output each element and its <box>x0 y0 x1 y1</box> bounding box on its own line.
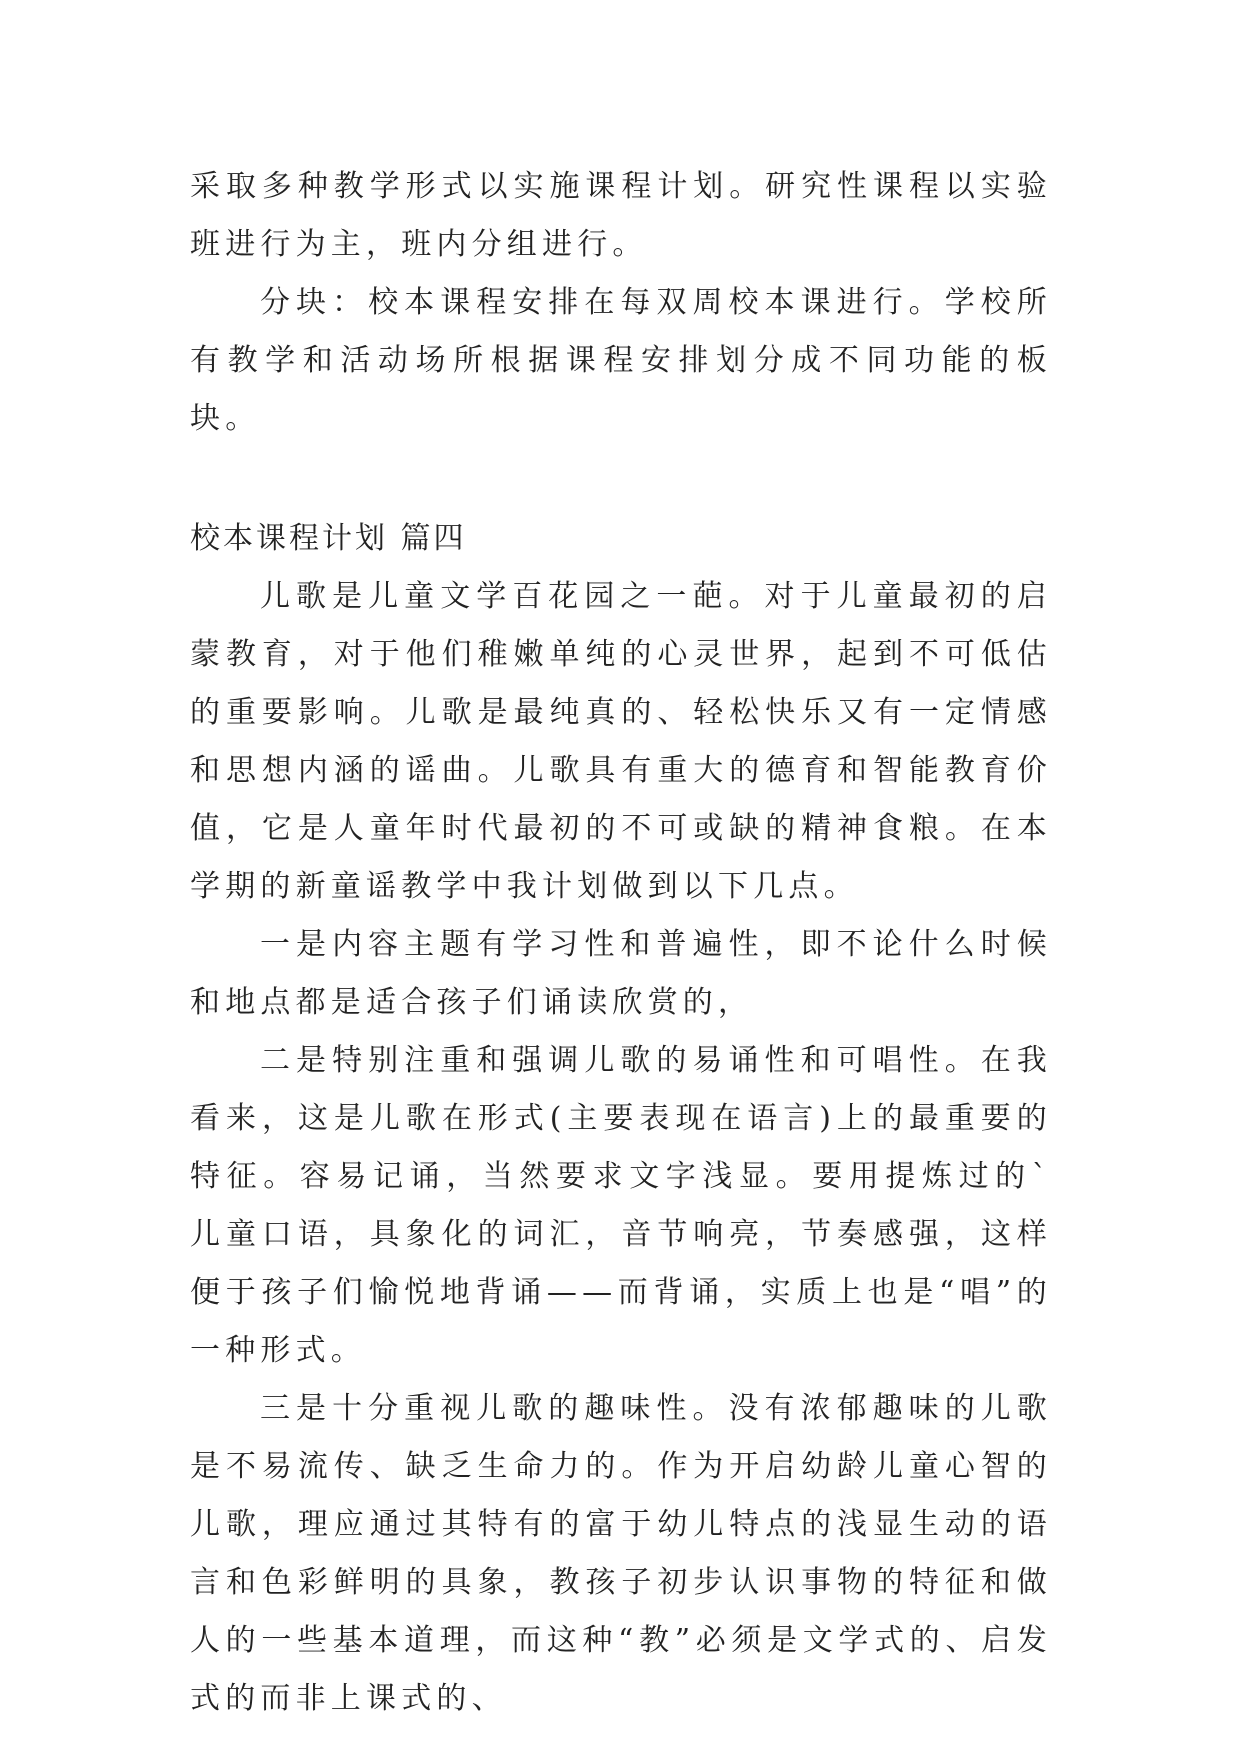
paragraph-intro: 儿歌是儿童文学百花园之一葩。对于儿童最初的启蒙教育，对于他们稚嫩单纯的心灵世界，起到不可低估的重要影响。儿歌是最纯真的、轻松快乐又有一定情感和思想内涵的谣曲。儿歌具有重大的德育和智能教育价值，它是人童年时代最初的不可或缺的精神食粮。在本学期的新童谣教学中我计划做到以下几点。 <box>190 579 1052 904</box>
paragraph-point-two: 二是特别注重和强调儿歌的易诵性和可唱性。在我看来，这是儿歌在形式(主要表现在语言)上的最重要的特征。容易记诵，当然要求文字浅显。要用提炼过的`儿童口语，具象化的词汇，音节响亮，节奏感强，这样便于孩子们愉悦地背诵——而背诵，实质上也是“唱”的一种形式。 <box>190 1043 1052 1368</box>
section-spacer <box>190 448 1052 510</box>
paragraph-point-one: 一是内容主题有学习性和普遍性，即不论什么时候和地点都是适合孩子们诵读欣赏的， <box>190 927 1052 1020</box>
paragraph-blocks: 分块：校本课程安排在每双周校本课进行。学校所有教学和活动场所根据课程安排划分成不同功能的板块。 <box>190 285 1052 436</box>
section-heading: 校本课程计划 篇四 <box>190 521 467 556</box>
paragraph-point-three: 三是十分重视儿歌的趣味性。没有浓郁趣味的儿歌是不易流传、缺乏生命力的。作为开启幼龄儿童心智的儿歌，理应通过其特有的富于幼儿特点的浅显生动的语言和色彩鲜明的具象，教孩子初步认识事物的特征和做人的一些基本道理，而这种“教”必须是文学式的、启发式的而非上课式的、 <box>190 1391 1052 1716</box>
paragraph-continuation: 采取多种教学形式以实施课程计划。研究性课程以实验班进行为主，班内分组进行。 <box>190 169 1052 262</box>
document-body <box>190 158 1052 1728</box>
